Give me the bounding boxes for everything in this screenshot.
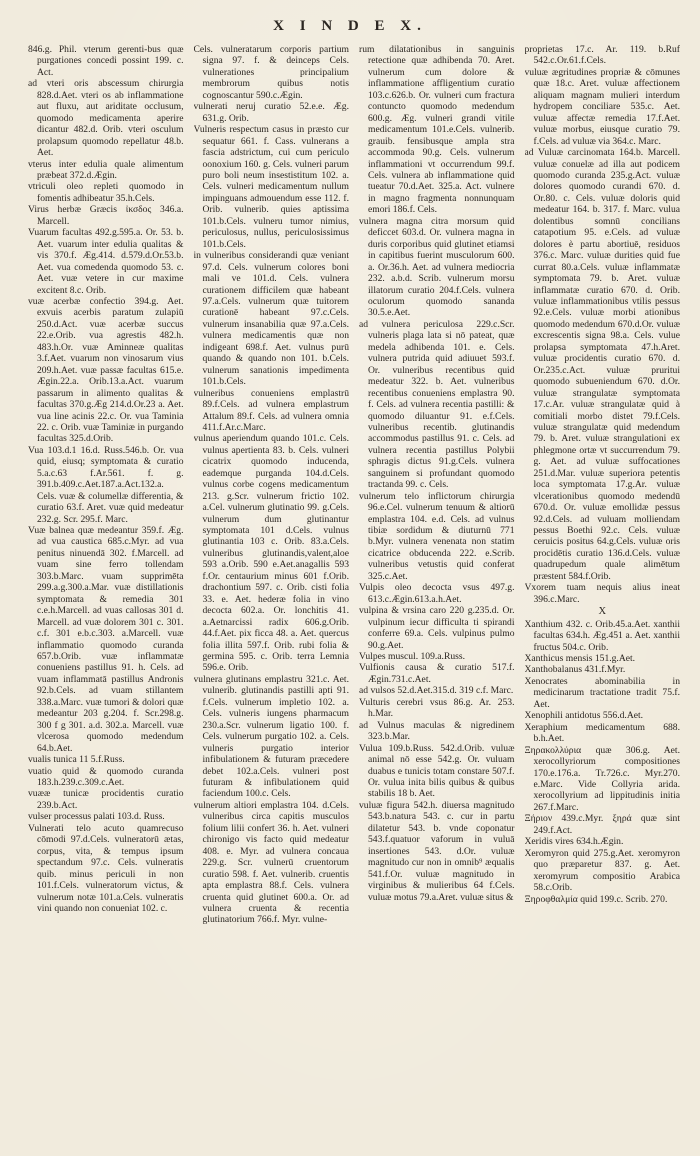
- index-entry: Vulfionis causa & curatio 517.f. Ægin.731.c.Aet.: [359, 662, 515, 685]
- index-entry: Vulpis oleo decocta vsus 497.g. 613.c.Ægin.613.a.h.Aet.: [359, 582, 515, 605]
- index-entry: Cels. vulneratarum corporis partium signa 97. f. & deinceps Cels. vulnerationes principalium membrorum quibus notis cognoscantur 590.c.Ægin.: [193, 44, 349, 101]
- index-column-1: [28, 44, 184, 1094]
- index-entry: ad Vuluæ carcinomata 164.b. Marcell. vuluæ conuelæ ad illa aut podicem quomodo curanda 235.g.Act. vuluæ dolores quomodo curandi 670. d. Or.80. c. Cels. vuluæ doloris quid medeatur 164. b. 317. f. Marc. vulua dolentibus somnū concilians catapotium 95. e.Cels. ad vuluæ dolores è partu abortiuē, residuos 376.c. Marc. vuluæ durities quid fue currat 80.a.Cels. vuluæ inflammatæ symptomata 79. b. Aret. vuluæ inflammatæ curatio 670. d. Orib. vuluæ inflammationibus vtilis pessus 92.e.Cels. vuluæ morbi ationibus quomodo medendum 670.d.Or. vuluæ excrescentis signa 98.a. Cels. vulue prolapsa symptomata 47.h.Aret. vuluæ procidentis curatio 670. d. Or.235.c.Act. vuluæ pruritui quomodo subueniendum 670. d.Or. vuluæ strangulatæ symptomata 17.c.Ar. vuluæ strangulatæ quid à comitiali morbo distet 79.f.Cels. vuluæ strangulatæ quid medendum 79. b. Aret. vuluæ strangulationi ex phlegmone ortæ vt succurrendum 79. g. Aet. ad vuluæ suffocationes 251.d.Mar. vuluæ superiora petentis loca symptomata 17.g.Ar. vuluæ vlcerationibus quomodo medendū 670.d. Or. vuluæ emollidæ pessus 92.d.Cels. ad vuluam molliendam pessus Boethi 92.c. Cels. vuluæ ceruicis positus 64.g.Cels. vuluæ oris procidētis curatio 136.d.Cels. vuluæ quadrupedum quale alimētum præstent 584.f.Orib.: [524, 147, 680, 582]
- index-entry: Ξήριον 439.c.Myr. ξηρά quæ sint 249.f.Act.: [524, 813, 680, 836]
- index-entry: Xeridis vires 634.h.Ægin.: [524, 836, 624, 848]
- index-entry: Vuæ balnea quæ medeantur 359.f. Æg. ad vua caustica 685.c.Myr. ad vua penitus ninuendā 302. f.Marcell. ad vuam sine ferro tollendam 303.b.Marc. vuam supprimēta 299.a.g.300.a.Mar. vuæ distillationis symptomata & remedia 301 c.e.h.Marcell. ad vuas callosas 301 d. Marcell. ad vuæ dolorem 301 c. 301. c.f. 301 e.b.c.303. a.Marcell. vuæ inflammatio quomodo curanda 657.b.Orib. vuæ inflammatæ conueniens pastillus 91. h. Cels. ad vuam inflammatā pastillus Andronis 92.b.Cels. ad vuam stillantem 338.a.Marc. vuæ tumori & dolori quæ medeantur 203 g.204. f. Scr.298.g. 300 f g 301. a.d. 302.a. Marcell. vuæ vlcerosa quomodo medendum 64.b.Aet.: [28, 525, 184, 754]
- index-entry: Ξηροφθαλμία quid 199.c. Scrib. 270.: [524, 893, 668, 905]
- index-entry: Vuarum facultas 492.g.595.a. Or. 53. b. Aet. vuarum inter edulia qualitas & vis 370.f. Æg.414. d.579.d.Or.53.b. Aet. vua comedenda quomodo 53. c. Aet. vuæ vetere in cur maxime excitent 8.c. Orib.: [28, 227, 184, 296]
- index-entry: vualis tunica 11 5.f.Russ.: [28, 754, 125, 766]
- index-entry: vulnerati neruj curatio 52.e.e. Æg. 631.g. Orib.: [193, 101, 349, 124]
- index-entry: rum dilatationibus in sanguinis retectione quæ adhibenda 70. Aret. vulnerum cum dolore & inflammatione affligentium curatio 103.c.626.b. Or. vulneri cum fractura contuncto quomodo medendum 600.g. Æg. vulneri grandi vitile medicamentum 101.e.Cels. vulnerib. grauib. fensibusque ampla stra accommoda 90.g. Cels. vulnerum inflammationi vt occurrendum 99.f. Cels. vulnera ab inflammatione quid tueatur 70.d.Aet. 325.a. Act. vulnere in magno fragmenta nonnunquam emori 186.f. Cels.: [359, 44, 515, 216]
- index-entry: vulser processus palati 103.d. Russ.: [28, 811, 165, 823]
- index-entry: vuææ tunicæ procidentis curatio 239.b.Act.: [28, 788, 184, 811]
- index-entry: vulnera glutinans emplastru 321.c. Aet. vulnerib. glutinandis pastilli apti 91. f.Cels. vulnerum impletio 102. a. Cels. vulneris iungens pharmacum 230.a.Scr. vulnerum ligatio 100. f. Cels. vulnerum purgatio 102. a. Cels. vulneris purgatio interior infibulationem & futuram præcedere debet 102.a.Cels. vulneri post futuram & infibulationem quid faciendum 100.c. Cels.: [193, 673, 349, 800]
- index-entry: Vulua 109.b.Russ. 542.d.Orib. vuluæ animal nō esse 542.g. Or. vuluam duabus e tunicis totam constare 507.f. Or. vulua inita bilis quibus & quibus stabilis 18 b. Aet.: [359, 742, 515, 800]
- index-entry: Vulneris respectum casus in præsto cur sequatur 661. f. Cass. vulnerans a fascia adstrictum, cui cum periculo oonoxium 160. g. Cels. vulneri parum puro boli neum insestistitum 102. a. Cels. vulneri medicamentum nullum impinguans admouendum esse 112. f. Orib. vulnerib. quies aptissima 101.b.Cels. vulneru tumor nimius, periculosus, nullus, periculosissimus 101.b.Cels.: [193, 124, 349, 250]
- index-entry: Vulturis cerebri vsus 86.g. Ar. 253. h.Mar.: [359, 696, 515, 720]
- index-entry: vuatio quid & quomodo curanda 183.h.239.c.309.c.Aet.: [28, 765, 184, 788]
- index-entry: vulnera magna citra morsum quid deficcet 603.d. Or. vulnera magna in duris corporibus quid glutinet etiamsi in capitibus fuerint musculorum 600. a. Or.36.h. Aet. ad vulnera mediocria 232. a.b.d. Scrib. vulnerum morsu illatorum curatio 204.f.Cels. vulnera oculorum quomodo sananda 30.5.e.Aet.: [359, 215, 515, 319]
- index-entry: Xanthicus mensis 151.g.Aet.: [524, 653, 636, 665]
- index-column-3: [359, 44, 515, 1094]
- index-entry: Xanthium 432. c. Orib.45.a.Aet. xanthii facultas 634.h. Æg.451 a. Aet. xanthii fructus 504.c. Orib.: [524, 618, 680, 653]
- page-title: X I N D E X.: [273, 18, 427, 34]
- index-entry: Xenocrates abominabilia in medicinarum tractatione tradit 75.f. Aet.: [524, 675, 680, 710]
- index-entry: in vulneribus considerandi quæ veniant 97.d. Cels. vulnerum colores boni mali ve 101.d. Cels. vulnera curationem difficilem quæ habeant 97.a.Cels. vulnerum quæ tuitorem curationē habeant 97.c.Cels. vulnerum insanabilia quæ 97.a.Cels. vulnera medicamentis quæ non indigeant 698.f. Aet. vulnus purū quando & quando non 101. b.Cels. vulnerum sanationis impedimenta 101.b.Cels.: [193, 250, 349, 388]
- index-entry: Xanthobalanus 431.f.Myr.: [524, 664, 626, 676]
- index-column-4: [525, 44, 681, 1094]
- index-entry: vtriculi oleo repleti quomodo in fomentis adhibeatur 35.h.Cels.: [28, 181, 184, 204]
- index-entry: vuluæ figura 542.h. diuersa magnitudo 543.b.natura 543. c. cur in partu dilatetur 543. b. vnde coponatur 543.f.quatuor vaforum in vuluā insertiones 543. d.Or. vuluæ magnitudo cur non in omnib⁹ æqualis 541.f.Or. vuluæ magnitudo in virginibus & mulieribus 64 f.Cels. vuluæ motus 79.a.Aret. vuluæ situs &: [359, 799, 515, 903]
- index-entry: vuæ acerbæ confectio 394.g. Aet. exvuis acerbis paratum zulapiū 250.d.Act. vuæ acerbæ succus 22.e.Orib. vua agrestis 482.h. 483.h.Or. vuæ Aminneæ qualitas 3.f.Aet. vuarum non vinosarum vius 209.h.Aet. vuæ passæ facultas 615.e. Ægin.22.a. Orib.13.a.Act. vuarum passarum in alimento qualitas & facultas 370.g.Æg 214.d.Or.23 a. Aet. vua line acinis 22.c. Or. vua Taminia 22. c. Orib. vuæ Taminiæ in purgando facultas 325.d.Orib.: [28, 295, 184, 445]
- index-entry: vulpina & vrsina caro 220 g.235.d. Or. vulpinum iecur difficulta ti spirandi conferre 69.a. Cels. vulpinus pulmo 90.g.Aet.: [359, 605, 515, 651]
- index-entry: vulneribus conueniens emplastrū 89.f.Cels. ad vulnera emplastrum Attalum 89.f. Cels. ad vulnera omnia 411.f.Ar.c.Marc.: [193, 387, 349, 433]
- index-entry: Xeromyron quid 275.g.Aet. xeromyron quo præparetur 837. g. Aet. xeromyrum compositio Arabica 58.c.Orib.: [524, 847, 680, 894]
- index-entry: vulnerum telo inflictorum chirurgia 96.e.Cel. vulnerum tenuum & altiorū emplastra 104. e.d. Cels. ad vulnus tibiæ sordidum & diuturnū 771 b.Myr. vulnera venenata non statim cicatrice obducenda 222. e.Scrib. vulneribus vetustis quid conferat 325.c.Aet.: [359, 490, 515, 582]
- index-entry: ad Vulnus maculas & nigredinem 323.b.Mar.: [359, 719, 515, 743]
- index-entry: vulnerum altiori emplastra 104. d.Cels. vulneribus circa capitis musculos folium lilii confert 36. h. Aet. vulneri chironigo vis facto quid medeatur 408. e. Myr. ad vulnera concaua 229.g. Scr. vulnerū cruentorum curatio 598. f. Aet. vulnerib. cruentis apta emplastra 88.f. Cels. vulnera cruenta quid glutinet 600.a. Or. ad vulnera cruenta & recentia glutinatorium 766.f. Myr. vulne-: [193, 799, 349, 926]
- index-column-2: [194, 44, 350, 1094]
- index-entry: proprietas 17.c. Ar. 119. b.Ruf 542.c.Or.61.f.Cels.: [524, 44, 680, 67]
- index-entry: Vulpes muscul. 109.a.Russ.: [359, 651, 466, 663]
- index-entry: Xenophili antidotus 556.d.Aet.: [524, 710, 644, 722]
- index-columns: [28, 44, 680, 1094]
- index-entry: ad vulnera periculosa 229.c.Scr. vulneris plaga lata si nō pateat, quæ medela adhibenda 101. e. Cels. vulnera putrida quid adiuuet 593.f. Or. vulneribus recentibus quid medeatur 322. b. Aet. vulneribus recentibus conueniens emplastra 90. f. Cels. ad vulnera recentia pastilli: & quomodo diluantur 91. e.f.Cels. vulneribus recentib. glutinandis accommodus pastillus 91. c. Cels. ad vulnera recentia pastillus Polybii sphragis dictus 91.g.Cels. vulnera sanguinem si profundant quomodo tractanda 99. c. Cels.: [359, 318, 515, 491]
- index-entry: ad vteri oris abscessum chirurgia 828.d.Aet. vteri os ab inflammatione aut fluxu, aut ariditate occlusum, quomodo medicamenta aperire dicantur 482.d. Orib. vteri osculum prolapsum quomodo repellatur 48.b. Aet.: [28, 78, 184, 159]
- index-entry: ad vulsos 52.d.Aet.315.d. 319 c.f. Marc.: [359, 685, 514, 697]
- letter-heading: X: [598, 606, 607, 618]
- index-entry: vulnus aperiendum quando 101.c. Cels. vulnus apertienta 83. b. Cels. vulneri cicatrix quomodo inducenda, eademque purganda 104.d.Cels. vulnus corbe cogens medicamentum 213. g.Scr. vulnerum frictio 102. a.Cel. vulnerum glutinatio 99. g.Cels. vulnerum dum glutinantur symptomata 101 d.Cels. vulnus glutinantia 103 c. Orib. 83.a.Cels. vulneribus glutinandis,valent,aloe 593 a.Orib. 590 e.Aet.anagallis 593 f.Or. centaurium minus 601 f.Orib. drachontium 597. c. Orib. cisti folia 33. e. Aet. hederæ folia in vino decocta 602.a. Or. lonchitis 41. a.Aetnarcissi radix 606.g.Orib. 44.f.Aet. pix ficca 48. a. Aet. quercus folia illita 597.f. Orib. rubi folia & germina 595. c. Orib. terra Lemnia 596.e. Orib.: [193, 433, 349, 674]
- index-entry: Ξηρακολλύρια quæ 306.g. Aet. xerocollyriorum compositiones 170.e.176.a. Tr.726.c. Myr.270. e.Marc. Vide Collyria arida. xerocollyrium ad lippitudinis initia 267.f.Marc.: [524, 744, 680, 813]
- index-entry: Xeraphium medicamentum 688. b.h.Aet.: [524, 721, 680, 745]
- index-entry: Vua 103.d.1 16.d. Russ.546.b. Or. vua quid, eiusq; symptomata & curatio 5.a.c.63 f.Ar.561. f. g. 391.b.409.c.Aet.187.a.Act.132.a. Cels. vuæ & columellæ differentia, & curatio 63.f. Aret. vuæ quid medeatur 232.g. Scr. 295.f. Marc.: [28, 444, 184, 525]
- index-entry: vuluæ ægritudines propriæ & cōmunes quæ 18.c. Aret. vuluæ affectionem aliquam magnam mulieri interdum hydropem conciliare 535.c. Aet. vuluæ affectæ remedia 17.f.Aet. vuluæ morbus, eiusque curatio 79. f.Cels. ad vuluæ via 364.c. Marc.: [524, 66, 680, 147]
- index-entry: 846.g. Phil. vterum gerenti-bus quæ purgationes concedi possint 199. c. Act.: [28, 44, 184, 78]
- index-entry: vterus inter edulia quale alimentum præbeat 372.d.Ægin.: [28, 158, 184, 181]
- index-entry: Vulnerati telo acuto quamrecuso cōmodi 97.d.Cels. vulneratorū ætas, corpus, vita, & tempus ipsum spectandum 97.c. Cels. vulneratis quib. minus periculi in non 101.f.Cels. vulneratorum victus, & vulnerum notæ 101.a.Cels. vulneratis vini quando non conueniat 102. c.: [28, 822, 184, 914]
- index-entry: Virus herbæ Græcis ἰκσδος 346.a. Marcell.: [28, 204, 184, 227]
- index-entry: Vxorem tuam nequis alius ineat 396.c.Marc.: [524, 582, 680, 605]
